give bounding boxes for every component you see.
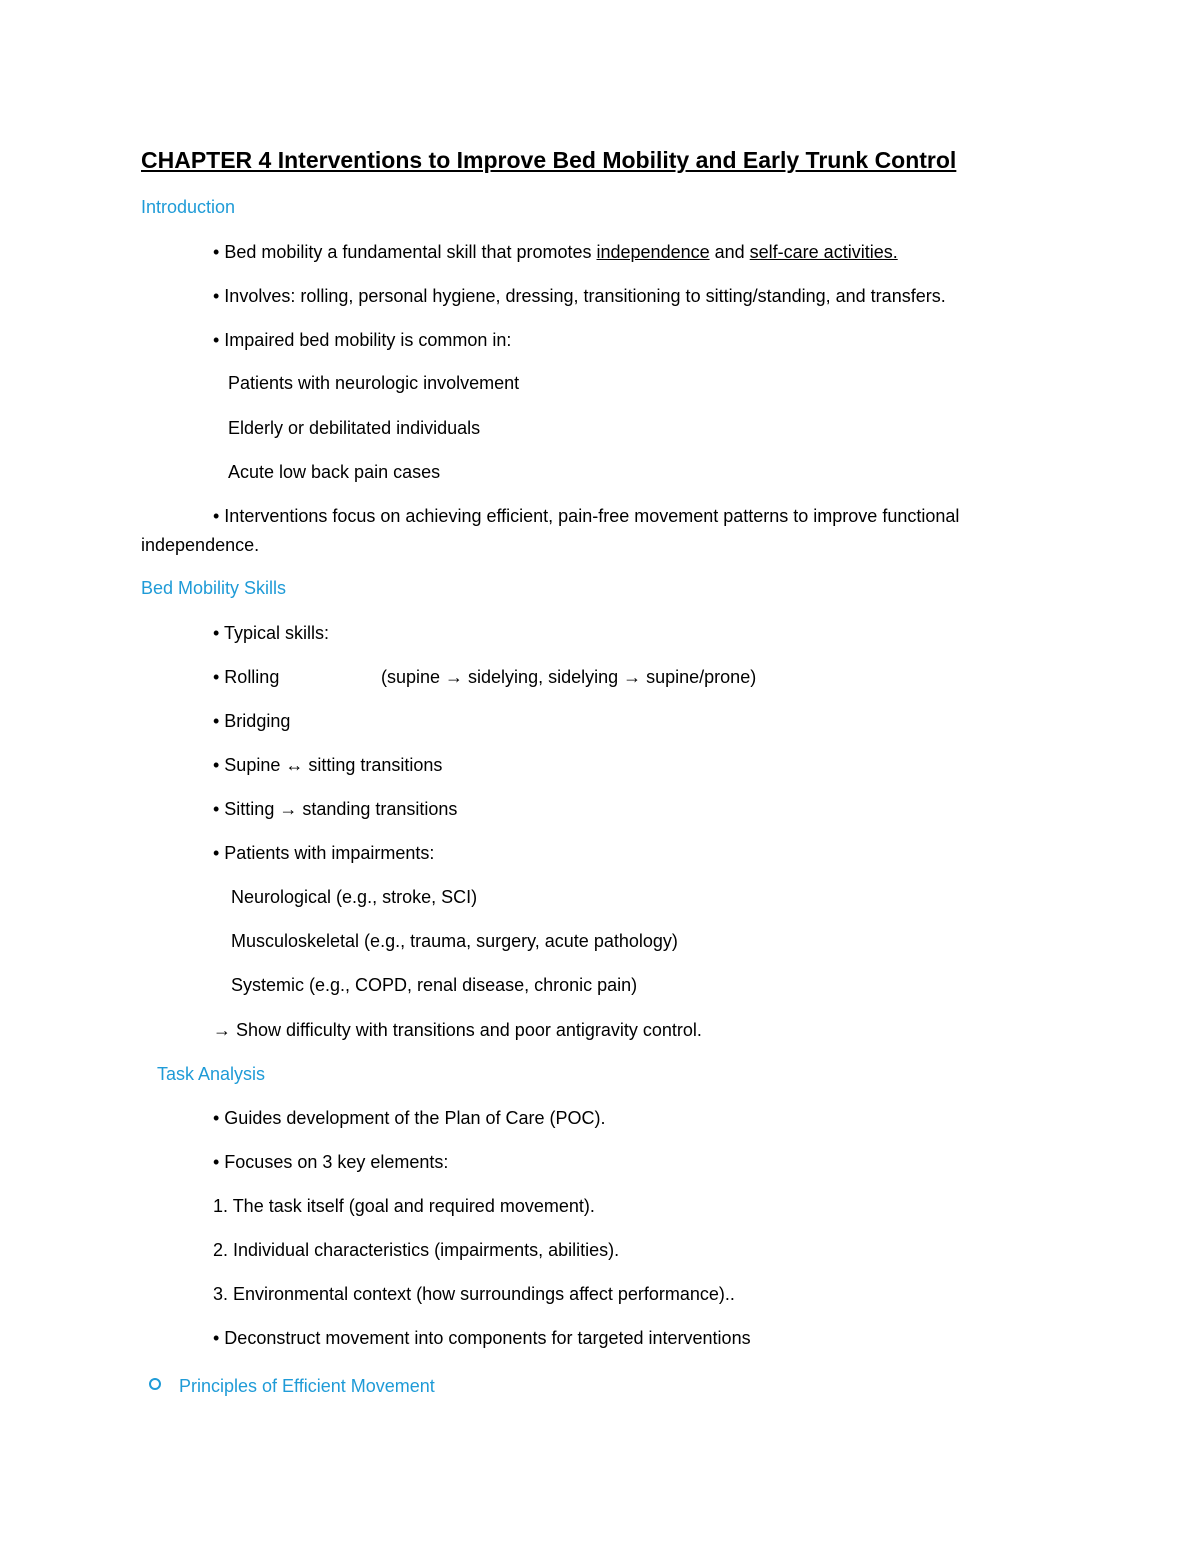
- intro-bullet-4-line-1: • Interventions focus on achieving efficient, pain-free movement patterns to improve functional: [213, 506, 960, 526]
- bullet-text: •: [213, 242, 220, 262]
- intro-subitem-3: Acute low back pain cases: [228, 462, 441, 482]
- task-numbered-3: 3. Environmental context (how surroundings affect performance)..: [213, 1284, 735, 1304]
- bed-bullet-rolling-detail: (supine → sidelying, sidelying → supine/prone): [381, 667, 757, 687]
- intro-subitem-2: Elderly or debilitated individuals: [228, 418, 481, 438]
- intro-bullet-2: • Involves: rolling, personal hygiene, dressing, transitioning to sitting/standing, and transfers.: [213, 286, 946, 306]
- bullet-text: Bed mobility a fundamental skill that promotes: [219, 242, 597, 262]
- bed-bullet-typical: • Typical skills:: [213, 623, 329, 643]
- underlined-term-independence: independence: [596, 242, 710, 262]
- bed-bullet-supine: • Supine ↔ sitting transitions: [213, 755, 443, 775]
- bed-subitem-systemic: Systemic (e.g., COPD, renal disease, chronic pain): [231, 975, 638, 995]
- intro-bullet-1: [213, 240, 898, 264]
- intro-bullet-4-line-2: independence.: [141, 535, 260, 555]
- task-bullet-1: • Guides development of the Plan of Care (POC).: [213, 1108, 606, 1128]
- bed-bullet-rolling-label: • Rolling: [213, 667, 280, 687]
- task-bullet-2: • Focuses on 3 key elements:: [213, 1152, 449, 1172]
- task-numbered-2: 2. Individual characteristics (impairments, abilities).: [213, 1240, 620, 1260]
- bed-bullet-bridging: • Bridging: [213, 711, 291, 731]
- bullet-text: and: [709, 242, 750, 262]
- section-heading-principles: [149, 1374, 435, 1398]
- principles-heading-text: Principles of Efficient Movement: [179, 1376, 435, 1396]
- intro-subitem-1: Patients with neurologic involvement: [228, 373, 520, 393]
- bed-bullet-sitting: • Sitting → standing transitions: [213, 799, 458, 819]
- task-numbered-1: 1. The task itself (goal and required movement).: [213, 1196, 595, 1216]
- bed-bullet-patients: • Patients with impairments:: [213, 843, 435, 863]
- bed-arrow-note: → Show difficulty with transitions and poor antigravity control.: [213, 1020, 702, 1040]
- circle-bullet-icon: [149, 1378, 161, 1390]
- section-heading-task-analysis: Task Analysis: [157, 1064, 266, 1084]
- section-heading-bed-mobility: Bed Mobility Skills: [141, 578, 287, 598]
- section-heading-introduction: Introduction: [141, 197, 236, 217]
- bed-subitem-musculoskeletal: Musculoskeletal (e.g., trauma, surgery, acute pathology): [231, 931, 678, 951]
- task-bullet-3: • Deconstruct movement into components for targeted interventions: [213, 1328, 751, 1348]
- intro-bullet-3: • Impaired bed mobility is common in:: [213, 330, 512, 350]
- underlined-term-self-care: self-care activities.: [749, 242, 898, 262]
- page-title: CHAPTER 4 Interventions to Improve Bed Mobility and Early Trunk Control: [141, 147, 957, 173]
- bed-subitem-neurological: Neurological (e.g., stroke, SCI): [231, 887, 478, 907]
